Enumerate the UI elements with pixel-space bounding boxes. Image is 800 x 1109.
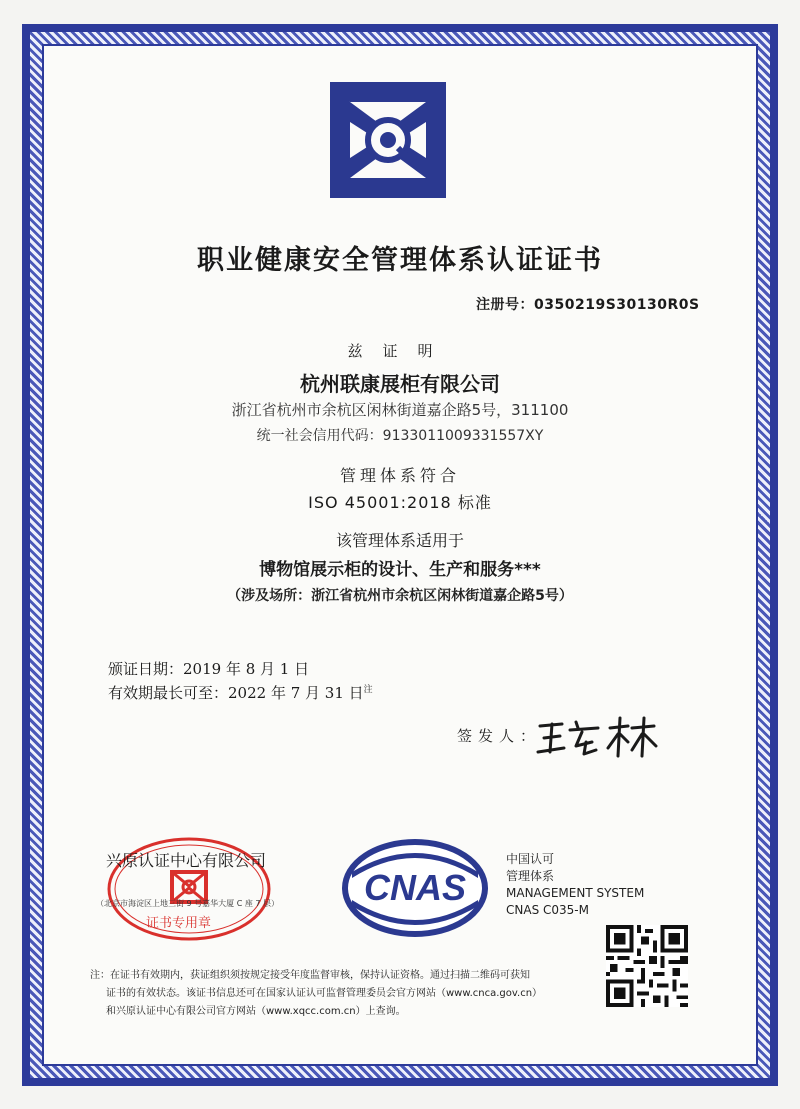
- registration-number: 注册号：0350219S30130R0S: [476, 297, 700, 313]
- cnas-line: 管理体系: [506, 869, 555, 883]
- certified-site: （涉及场所：浙江省杭州市余杭区闲林街道嘉企路5号）: [227, 588, 573, 604]
- certificate-footnote: [90, 967, 590, 1021]
- cnas-line: 中国认可: [506, 852, 555, 866]
- conformity-statement: 管理体系符合: [339, 466, 460, 485]
- company-name: 杭州联康展柜有限公司: [300, 372, 500, 396]
- certificate-title: 职业健康安全管理体系认证证书: [197, 245, 603, 276]
- xq-logo-icon: [330, 82, 446, 198]
- standard-name: ISO 45001:2018 标准: [308, 493, 492, 512]
- footnote-line: 和兴原认证中心有限公司官方网站（www.xqcc.com.cn）上查询。: [106, 1006, 406, 1017]
- cnas-logo-icon: [340, 838, 490, 938]
- company-address: 浙江省杭州市余杭区闲林街道嘉企路5号，311100: [231, 401, 569, 419]
- certification-scope: 博物馆展示柜的设计、生产和服务***: [259, 560, 541, 580]
- cnas-logo-text: CNAS: [363, 867, 467, 908]
- issuer-name: 兴原认证中心有限公司: [106, 851, 267, 870]
- valid-note-mark: 注: [363, 685, 373, 695]
- issue-date: 颁证日期：2019 年 8 月 1 日: [108, 660, 310, 678]
- footnote-line: 证书的有效状态。该证书信息还可在国家认证认可监督管理委员会官方网站（www.cnca.gov.cn）: [106, 988, 543, 999]
- qr-code-icon[interactable]: [606, 925, 688, 1007]
- valid-until-text: 有效期最长可至：2022 年 7 月 31 日: [108, 684, 364, 702]
- issuer-address: （北京市海淀区上地三街 9 号嘉华大厦 C 座 7 层）: [96, 899, 280, 908]
- signature-icon: [532, 712, 662, 762]
- cnas-accreditation-text: [506, 851, 644, 919]
- signer-label: 签发人：: [457, 727, 542, 745]
- credit-code: 统一社会信用代码：9133011009331557XY: [256, 428, 544, 444]
- cnas-line: CNAS C035-M: [506, 903, 589, 917]
- valid-until: [108, 682, 373, 703]
- footnote-line: 注：在证书有效期内，获证组织须按规定接受年度监督审核，保持认证资格。通过扫描二维码可获知: [90, 970, 530, 981]
- scope-intro: 该管理体系适用于: [335, 531, 464, 550]
- seal-label: 证书专用章: [146, 916, 212, 931]
- cnas-line: MANAGEMENT SYSTEM: [506, 886, 645, 900]
- attest-heading: 兹证明: [347, 342, 453, 360]
